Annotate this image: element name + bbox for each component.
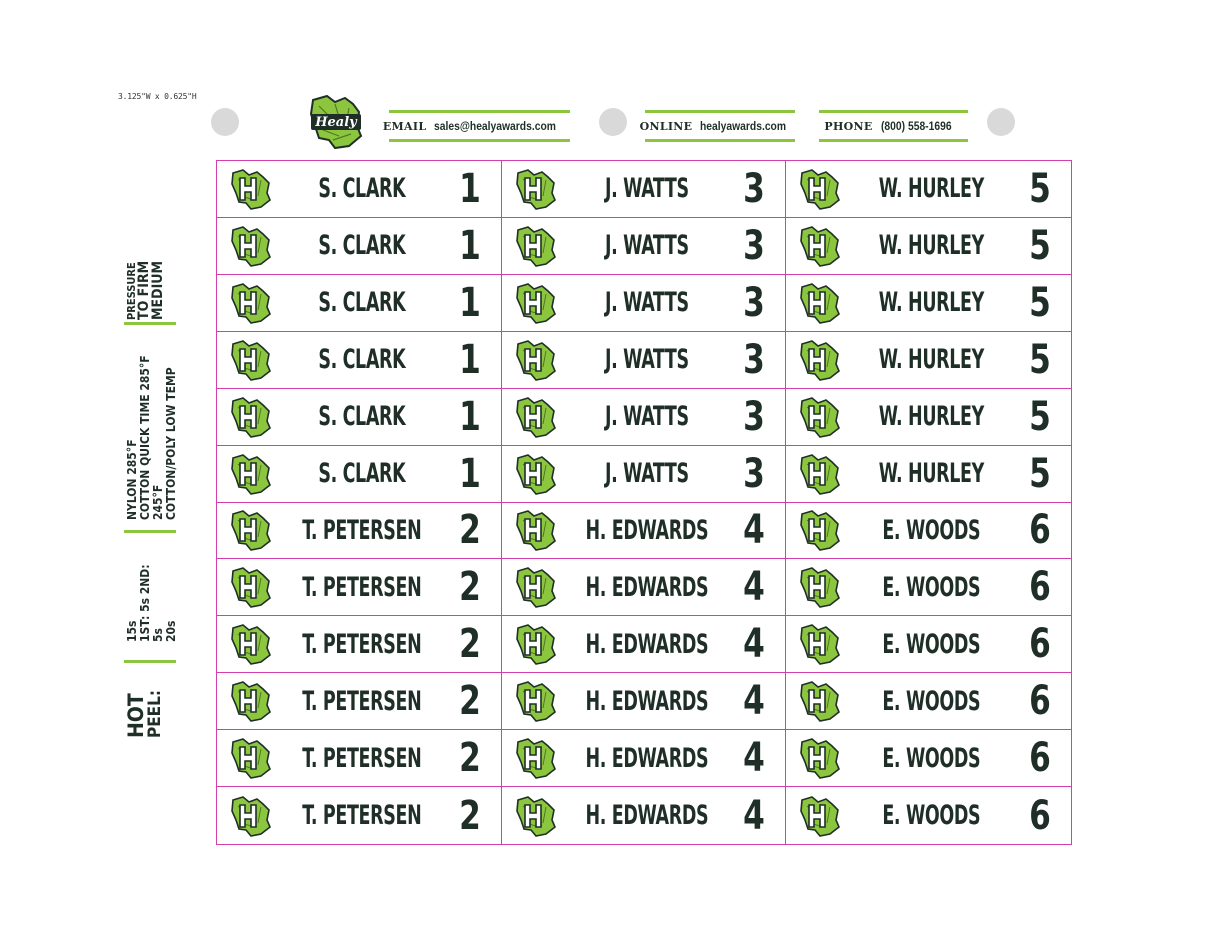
wisconsin-h-logo-icon [229, 794, 273, 838]
player-name: E. WOODS [882, 742, 981, 774]
player-name: J. WATTS [604, 401, 689, 433]
player-name: S. CLARK [318, 401, 406, 433]
name-label [217, 218, 502, 275]
player-number: 3 [743, 450, 766, 497]
instruction-line: NYLON 285°F [125, 439, 139, 520]
wisconsin-h-logo-icon [229, 281, 273, 325]
player-number: 2 [458, 792, 481, 839]
player-number: 1 [458, 336, 481, 383]
name-label [217, 446, 502, 503]
instruction-line: TO FIRM [136, 260, 152, 320]
player-number: 5 [1029, 393, 1051, 440]
name-label [217, 503, 502, 560]
wisconsin-h-logo-icon [514, 679, 558, 723]
player-name: E. WOODS [882, 685, 981, 717]
player-name: H. EDWARDS [585, 800, 708, 832]
wisconsin-h-logo-icon [229, 679, 273, 723]
name-label [217, 389, 502, 446]
name-label [217, 161, 502, 218]
label-sheet [216, 160, 1072, 845]
wisconsin-h-logo-icon [514, 395, 558, 439]
contact-value: (800) 558-1696 [880, 119, 952, 133]
contact-email [382, 110, 570, 142]
wisconsin-h-logo-icon [798, 452, 842, 496]
wisconsin-h-logo-icon [514, 508, 558, 552]
contact-label: EMAIL [382, 119, 427, 133]
wisconsin-h-logo-icon [514, 167, 558, 211]
player-number: 4 [743, 621, 766, 668]
player-number: 2 [458, 564, 481, 611]
player-name: E. WOODS [882, 628, 981, 660]
name-label [502, 787, 787, 844]
wisconsin-h-logo-icon [514, 736, 558, 780]
wisconsin-h-logo-icon [798, 508, 842, 552]
wisconsin-h-logo-icon [798, 622, 842, 666]
name-label [217, 332, 502, 389]
instruction-line: 1ST: 5s 2ND: 15s [125, 564, 152, 642]
contact-online [639, 110, 795, 142]
player-number: 1 [458, 222, 481, 269]
player-number: 6 [1029, 621, 1051, 668]
player-number: 4 [743, 678, 766, 725]
player-number: 1 [458, 393, 481, 440]
name-label [502, 559, 787, 616]
player-number: 1 [458, 165, 481, 212]
peel-instructions [126, 688, 164, 738]
contact-value: healyawards.com [700, 119, 787, 133]
player-number: 5 [1029, 165, 1051, 212]
divider-line [124, 530, 176, 533]
wisconsin-h-logo-icon [798, 167, 842, 211]
player-number: 1 [458, 450, 481, 497]
name-label [502, 161, 787, 218]
name-label [217, 787, 502, 844]
name-label [786, 446, 1071, 503]
player-number: 4 [743, 507, 766, 554]
player-name: H. EDWARDS [585, 514, 708, 546]
player-number: 2 [458, 507, 481, 554]
player-name: H. EDWARDS [585, 571, 708, 603]
player-name: J. WATTS [604, 230, 689, 262]
name-label [502, 275, 787, 332]
instruction-line: PEEL: [145, 690, 165, 738]
player-number: 4 [743, 735, 766, 782]
instruction-line: COTTON/POLY LOW TEMP 245°F [151, 367, 178, 520]
wisconsin-h-logo-icon [798, 224, 842, 268]
player-name: J. WATTS [604, 344, 689, 376]
name-label [786, 332, 1071, 389]
player-number: 3 [743, 336, 766, 383]
wisconsin-h-logo-icon [798, 736, 842, 780]
player-number: 6 [1029, 735, 1051, 782]
name-label [502, 446, 787, 503]
player-number: 3 [743, 165, 766, 212]
player-number: 6 [1029, 678, 1051, 725]
wisconsin-h-logo-icon [798, 794, 842, 838]
player-name: T. PETERSEN [302, 800, 422, 832]
player-name: W. HURLEY [879, 287, 985, 319]
wisconsin-h-logo-icon [229, 452, 273, 496]
name-label [786, 389, 1071, 446]
registration-hole [211, 108, 239, 136]
wisconsin-h-logo-icon [514, 224, 558, 268]
wisconsin-h-logo-icon [798, 281, 842, 325]
contact-phone [819, 110, 968, 142]
player-number: 6 [1029, 792, 1051, 839]
name-label [786, 275, 1071, 332]
wisconsin-h-logo-icon [514, 794, 558, 838]
name-label [786, 616, 1071, 673]
name-label [217, 730, 502, 787]
name-label [786, 673, 1071, 730]
wisconsin-h-logo-icon [798, 565, 842, 609]
player-number: 5 [1029, 450, 1051, 497]
contact-value: sales@healyawards.com [434, 119, 557, 133]
player-name: S. CLARK [318, 458, 406, 490]
wisconsin-h-logo-icon [798, 679, 842, 723]
instruction-line: 20s [164, 620, 178, 642]
instruction-line: COTTON QUICK TIME 285°F [138, 355, 152, 520]
player-name: H. EDWARDS [585, 685, 708, 717]
size-note: 3.125"W x 0.625"H [118, 92, 197, 101]
wisconsin-h-logo-icon [798, 338, 842, 382]
player-name: E. WOODS [882, 514, 981, 546]
player-number: 2 [458, 735, 481, 782]
instruction-line: MEDIUM [150, 260, 166, 320]
wisconsin-h-logo-icon [229, 622, 273, 666]
instruction-line: HOT [124, 693, 148, 738]
wisconsin-h-logo-icon [229, 736, 273, 780]
wisconsin-h-logo-icon [229, 167, 273, 211]
wisconsin-h-logo-icon [229, 565, 273, 609]
time-instructions [126, 552, 178, 642]
wisconsin-h-logo-icon [514, 338, 558, 382]
player-number: 3 [743, 279, 766, 326]
player-name: T. PETERSEN [302, 685, 422, 717]
wisconsin-h-logo-icon [514, 565, 558, 609]
player-name: S. CLARK [318, 173, 406, 205]
name-label [786, 787, 1071, 844]
player-name: H. EDWARDS [585, 628, 708, 660]
wisconsin-h-logo-icon [229, 395, 273, 439]
divider-line [124, 322, 176, 325]
name-label [502, 503, 787, 560]
registration-hole [987, 108, 1015, 136]
contact-label: ONLINE [639, 119, 693, 133]
name-label [502, 218, 787, 275]
name-label [217, 559, 502, 616]
player-number: 4 [743, 564, 766, 611]
instruction-line: PRESSURE [125, 262, 138, 320]
wisconsin-h-logo-icon [514, 281, 558, 325]
player-name: T. PETERSEN [302, 514, 422, 546]
player-number: 2 [458, 621, 481, 668]
player-name: W. HURLEY [879, 344, 985, 376]
name-label [786, 218, 1071, 275]
wisconsin-h-logo-icon [229, 508, 273, 552]
name-label [786, 161, 1071, 218]
player-name: S. CLARK [318, 287, 406, 319]
wisconsin-h-logo-icon [229, 224, 273, 268]
name-label [786, 559, 1071, 616]
player-number: 3 [743, 393, 766, 440]
name-label [502, 389, 787, 446]
player-name: J. WATTS [604, 287, 689, 319]
player-name: S. CLARK [318, 230, 406, 262]
player-name: T. PETERSEN [302, 742, 422, 774]
player-name: H. EDWARDS [585, 742, 708, 774]
contact-label: PHONE [824, 119, 873, 133]
name-label [217, 275, 502, 332]
player-name: W. HURLEY [879, 458, 985, 490]
name-label [217, 673, 502, 730]
player-number: 6 [1029, 564, 1051, 611]
player-name: W. HURLEY [879, 401, 985, 433]
name-label [502, 332, 787, 389]
player-number: 1 [458, 279, 481, 326]
player-name: W. HURLEY [879, 173, 985, 205]
player-number: 5 [1029, 222, 1051, 269]
player-number: 5 [1029, 279, 1051, 326]
player-number: 4 [743, 792, 766, 839]
name-label [502, 616, 787, 673]
player-name: J. WATTS [604, 458, 689, 490]
player-name: T. PETERSEN [302, 628, 422, 660]
player-name: E. WOODS [882, 800, 981, 832]
player-number: 6 [1029, 507, 1051, 554]
player-number: 3 [743, 222, 766, 269]
name-label [786, 503, 1071, 560]
player-name: S. CLARK [318, 344, 406, 376]
wisconsin-h-logo-icon [514, 622, 558, 666]
logo-text: Healy [315, 115, 357, 130]
player-name: J. WATTS [604, 173, 689, 205]
name-label [502, 730, 787, 787]
player-name: T. PETERSEN [302, 571, 422, 603]
name-label [502, 673, 787, 730]
temperature-instructions [126, 350, 178, 520]
pressure-instructions [126, 250, 166, 320]
wisconsin-h-logo-icon [798, 395, 842, 439]
player-number: 5 [1029, 336, 1051, 383]
player-name: W. HURLEY [879, 230, 985, 262]
name-label [217, 616, 502, 673]
divider-line [124, 660, 176, 663]
healy-logo-icon [305, 90, 367, 152]
name-label [786, 730, 1071, 787]
player-number: 2 [458, 678, 481, 725]
wisconsin-h-logo-icon [229, 338, 273, 382]
player-name: E. WOODS [882, 571, 981, 603]
registration-hole [599, 108, 627, 136]
wisconsin-h-logo-icon [514, 452, 558, 496]
instruction-line: 5s [151, 628, 165, 642]
